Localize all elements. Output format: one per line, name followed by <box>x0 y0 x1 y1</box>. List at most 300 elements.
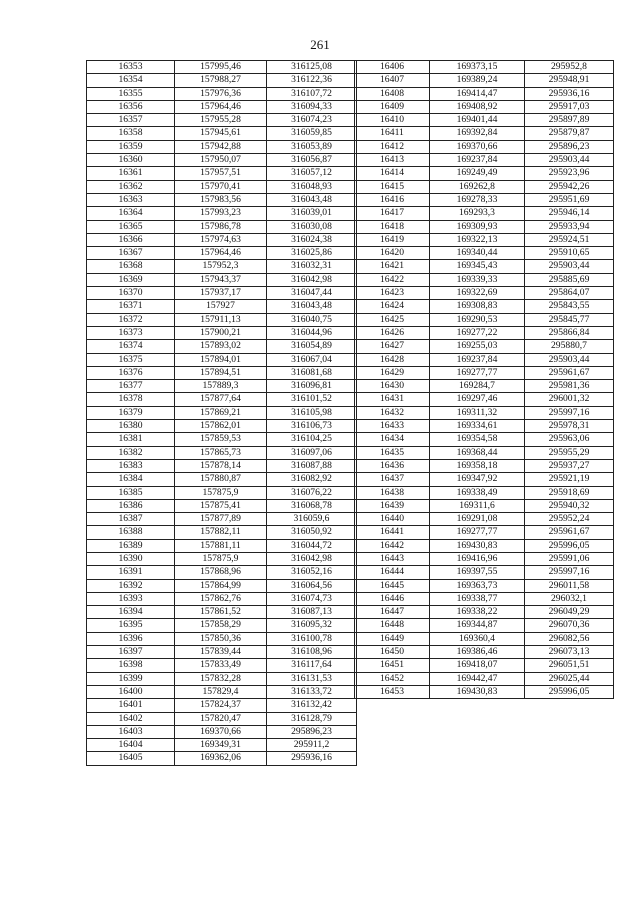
y-coordinate-cell: 316054,89 <box>267 340 357 353</box>
table-row <box>87 712 357 725</box>
point-number-cell: 16431 <box>355 393 430 406</box>
point-number-cell: 16395 <box>87 619 175 632</box>
y-coordinate-cell: 295948,91 <box>525 74 614 87</box>
x-coordinate-cell: 157911,13 <box>175 313 267 326</box>
x-coordinate-cell: 169339,33 <box>430 273 525 286</box>
x-coordinate-cell: 157875,9 <box>175 552 267 565</box>
table-row <box>87 486 357 499</box>
table-row <box>355 260 614 273</box>
x-coordinate-cell: 157976,36 <box>175 87 267 100</box>
y-coordinate-cell: 295936,16 <box>267 752 357 765</box>
table-row <box>355 619 614 632</box>
x-coordinate-cell: 157877,64 <box>175 393 267 406</box>
x-coordinate-cell: 157986,78 <box>175 220 267 233</box>
point-number-cell: 16380 <box>87 420 175 433</box>
table-row <box>87 233 357 246</box>
x-coordinate-cell: 157869,21 <box>175 406 267 419</box>
point-number-cell: 16397 <box>87 646 175 659</box>
x-coordinate-cell: 169362,06 <box>175 752 267 765</box>
table-row <box>87 287 357 300</box>
point-number-cell: 16447 <box>355 606 430 619</box>
point-number-cell: 16396 <box>87 632 175 645</box>
point-number-cell: 16435 <box>355 446 430 459</box>
x-coordinate-cell: 157881,11 <box>175 539 267 552</box>
table-row <box>355 167 614 180</box>
x-coordinate-cell: 169322,69 <box>430 287 525 300</box>
y-coordinate-cell: 316042,98 <box>267 552 357 565</box>
y-coordinate-cell: 295940,32 <box>525 499 614 512</box>
x-coordinate-cell: 157942,88 <box>175 140 267 153</box>
table-row <box>87 459 357 472</box>
table-row <box>355 606 614 619</box>
y-coordinate-cell: 316047,44 <box>267 287 357 300</box>
x-coordinate-cell: 169408,92 <box>430 100 525 113</box>
table-row <box>355 74 614 87</box>
y-coordinate-cell: 296011,58 <box>525 579 614 592</box>
point-number-cell: 16416 <box>355 193 430 206</box>
table-row <box>87 513 357 526</box>
x-coordinate-cell: 157900,21 <box>175 326 267 339</box>
y-coordinate-cell: 316050,92 <box>267 526 357 539</box>
y-coordinate-cell: 316040,75 <box>267 313 357 326</box>
point-number-cell: 16374 <box>87 340 175 353</box>
point-number-cell: 16436 <box>355 459 430 472</box>
point-number-cell: 16390 <box>87 552 175 565</box>
point-number-cell: 16400 <box>87 685 175 698</box>
point-number-cell: 16429 <box>355 366 430 379</box>
point-number-cell: 16384 <box>87 473 175 486</box>
table-row <box>87 752 357 765</box>
y-coordinate-cell: 295879,87 <box>525 127 614 140</box>
x-coordinate-cell: 157943,37 <box>175 273 267 286</box>
y-coordinate-cell: 316128,79 <box>267 712 357 725</box>
table-row <box>87 87 357 100</box>
point-number-cell: 16382 <box>87 446 175 459</box>
table-row <box>87 180 357 193</box>
point-number-cell: 16388 <box>87 526 175 539</box>
y-coordinate-cell: 295917,03 <box>525 100 614 113</box>
y-coordinate-cell: 316125,08 <box>267 61 357 74</box>
x-coordinate-cell: 169338,77 <box>430 592 525 605</box>
y-coordinate-cell: 316104,25 <box>267 433 357 446</box>
point-number-cell: 16408 <box>355 87 430 100</box>
y-coordinate-cell: 316082,92 <box>267 473 357 486</box>
point-number-cell: 16407 <box>355 74 430 87</box>
y-coordinate-cell: 316030,08 <box>267 220 357 233</box>
x-coordinate-cell: 157889,3 <box>175 380 267 393</box>
y-coordinate-cell: 316076,22 <box>267 486 357 499</box>
point-number-cell: 16412 <box>355 140 430 153</box>
y-coordinate-cell: 316043,48 <box>267 193 357 206</box>
x-coordinate-cell: 169344,87 <box>430 619 525 632</box>
table-row <box>87 619 357 632</box>
x-coordinate-cell: 169345,43 <box>430 260 525 273</box>
x-coordinate-cell: 157875,41 <box>175 499 267 512</box>
x-coordinate-cell: 169354,58 <box>430 433 525 446</box>
table-row <box>355 459 614 472</box>
point-number-cell: 16385 <box>87 486 175 499</box>
y-coordinate-cell: 295937,27 <box>525 459 614 472</box>
y-coordinate-cell: 296051,51 <box>525 659 614 672</box>
x-coordinate-cell: 157880,87 <box>175 473 267 486</box>
table-row <box>87 154 357 167</box>
table-row <box>87 433 357 446</box>
y-coordinate-cell: 296001,32 <box>525 393 614 406</box>
page-number: 261 <box>310 37 330 52</box>
y-coordinate-cell: 316043,48 <box>267 300 357 313</box>
table-row <box>355 685 614 698</box>
point-number-cell: 16401 <box>87 699 175 712</box>
table-row <box>87 61 357 74</box>
table-row <box>87 579 357 592</box>
table-row <box>87 114 357 127</box>
y-coordinate-cell: 296032,1 <box>525 592 614 605</box>
table-row <box>355 207 614 220</box>
y-coordinate-cell: 296049,29 <box>525 606 614 619</box>
y-coordinate-cell: 295885,69 <box>525 273 614 286</box>
x-coordinate-cell: 169401,44 <box>430 114 525 127</box>
x-coordinate-cell: 157894,01 <box>175 353 267 366</box>
x-coordinate-cell: 169358,18 <box>430 459 525 472</box>
point-number-cell: 16403 <box>87 725 175 738</box>
x-coordinate-cell: 169430,83 <box>430 685 525 698</box>
x-coordinate-cell: 157970,41 <box>175 180 267 193</box>
point-number-cell: 16440 <box>355 513 430 526</box>
y-coordinate-cell: 316042,98 <box>267 273 357 286</box>
table-row <box>87 366 357 379</box>
point-number-cell: 16378 <box>87 393 175 406</box>
point-number-cell: 16402 <box>87 712 175 725</box>
x-coordinate-cell: 169392,84 <box>430 127 525 140</box>
point-number-cell: 16417 <box>355 207 430 220</box>
point-number-cell: 16425 <box>355 313 430 326</box>
x-coordinate-cell: 169418,07 <box>430 659 525 672</box>
point-number-cell: 16453 <box>355 685 430 698</box>
table-row <box>355 353 614 366</box>
table-row <box>355 393 614 406</box>
y-coordinate-cell: 316068,78 <box>267 499 357 512</box>
x-coordinate-cell: 157893,02 <box>175 340 267 353</box>
y-coordinate-cell: 316101,52 <box>267 393 357 406</box>
table-row <box>355 592 614 605</box>
y-coordinate-cell: 295843,55 <box>525 300 614 313</box>
x-coordinate-cell: 169290,53 <box>430 313 525 326</box>
y-coordinate-cell: 316044,96 <box>267 326 357 339</box>
x-coordinate-cell: 169338,49 <box>430 486 525 499</box>
table-row <box>355 552 614 565</box>
table-row <box>355 672 614 685</box>
point-number-cell: 16409 <box>355 100 430 113</box>
y-coordinate-cell: 316053,89 <box>267 140 357 153</box>
point-number-cell: 16422 <box>355 273 430 286</box>
x-coordinate-cell: 157945,61 <box>175 127 267 140</box>
table-row <box>87 260 357 273</box>
x-coordinate-cell: 169340,44 <box>430 247 525 260</box>
y-coordinate-cell: 296025,44 <box>525 672 614 685</box>
x-coordinate-cell: 169237,84 <box>430 353 525 366</box>
point-number-cell: 16359 <box>87 140 175 153</box>
y-coordinate-cell: 295911,2 <box>267 739 357 752</box>
y-coordinate-cell: 316039,01 <box>267 207 357 220</box>
point-number-cell: 16449 <box>355 632 430 645</box>
x-coordinate-cell: 157868,96 <box>175 566 267 579</box>
x-coordinate-cell: 157865,73 <box>175 446 267 459</box>
table-row <box>355 486 614 499</box>
x-coordinate-cell: 157875,9 <box>175 486 267 499</box>
point-number-cell: 16354 <box>87 74 175 87</box>
point-number-cell: 16423 <box>355 287 430 300</box>
point-number-cell: 16439 <box>355 499 430 512</box>
y-coordinate-cell: 295897,89 <box>525 114 614 127</box>
y-coordinate-cell: 316081,68 <box>267 366 357 379</box>
point-number-cell: 16369 <box>87 273 175 286</box>
table-row <box>355 114 614 127</box>
y-coordinate-cell: 316032,31 <box>267 260 357 273</box>
y-coordinate-cell: 295864,07 <box>525 287 614 300</box>
x-coordinate-cell: 169277,77 <box>430 526 525 539</box>
table-row <box>87 193 357 206</box>
y-coordinate-cell: 316096,81 <box>267 380 357 393</box>
y-coordinate-cell: 316133,72 <box>267 685 357 698</box>
table-row <box>87 539 357 552</box>
point-number-cell: 16361 <box>87 167 175 180</box>
x-coordinate-cell: 157894,51 <box>175 366 267 379</box>
y-coordinate-cell: 316056,87 <box>267 154 357 167</box>
y-coordinate-cell: 295921,19 <box>525 473 614 486</box>
table-row <box>87 220 357 233</box>
table-row <box>355 313 614 326</box>
table-row <box>87 340 357 353</box>
table-row <box>87 725 357 738</box>
x-coordinate-cell: 169338,22 <box>430 606 525 619</box>
y-coordinate-cell: 316100,78 <box>267 632 357 645</box>
y-coordinate-cell: 316057,12 <box>267 167 357 180</box>
y-coordinate-cell: 316052,16 <box>267 566 357 579</box>
y-coordinate-cell: 316095,32 <box>267 619 357 632</box>
table-row <box>87 167 357 180</box>
point-number-cell: 16405 <box>87 752 175 765</box>
x-coordinate-cell: 157995,46 <box>175 61 267 74</box>
y-coordinate-cell: 295924,51 <box>525 233 614 246</box>
x-coordinate-cell: 157882,11 <box>175 526 267 539</box>
y-coordinate-cell: 316074,73 <box>267 592 357 605</box>
y-coordinate-cell: 295981,36 <box>525 380 614 393</box>
table-row <box>87 326 357 339</box>
x-coordinate-cell: 157858,29 <box>175 619 267 632</box>
y-coordinate-cell: 295991,06 <box>525 552 614 565</box>
table-row <box>355 140 614 153</box>
x-coordinate-cell: 169373,15 <box>430 61 525 74</box>
x-coordinate-cell: 169255,03 <box>430 340 525 353</box>
x-coordinate-cell: 169442,47 <box>430 672 525 685</box>
table-row <box>355 326 614 339</box>
x-coordinate-cell: 169368,44 <box>430 446 525 459</box>
point-number-cell: 16356 <box>87 100 175 113</box>
point-number-cell: 16430 <box>355 380 430 393</box>
x-coordinate-cell: 157955,28 <box>175 114 267 127</box>
point-number-cell: 16444 <box>355 566 430 579</box>
table-row <box>355 526 614 539</box>
table-row <box>355 61 614 74</box>
x-coordinate-cell: 169311,6 <box>430 499 525 512</box>
y-coordinate-cell: 316106,73 <box>267 420 357 433</box>
x-coordinate-cell: 157878,14 <box>175 459 267 472</box>
y-coordinate-cell: 295978,31 <box>525 420 614 433</box>
point-number-cell: 16372 <box>87 313 175 326</box>
y-coordinate-cell: 316132,42 <box>267 699 357 712</box>
table-row <box>355 632 614 645</box>
point-number-cell: 16392 <box>87 579 175 592</box>
y-coordinate-cell: 295936,16 <box>525 87 614 100</box>
point-number-cell: 16418 <box>355 220 430 233</box>
x-coordinate-cell: 169430,83 <box>430 539 525 552</box>
point-number-cell: 16368 <box>87 260 175 273</box>
table-row <box>355 539 614 552</box>
y-coordinate-cell: 295997,16 <box>525 566 614 579</box>
table-row <box>87 353 357 366</box>
y-coordinate-cell: 316108,96 <box>267 646 357 659</box>
table-row <box>355 340 614 353</box>
x-coordinate-cell: 169397,55 <box>430 566 525 579</box>
table-row <box>87 473 357 486</box>
table-row <box>87 207 357 220</box>
point-number-cell: 16353 <box>87 61 175 74</box>
table-row <box>355 446 614 459</box>
x-coordinate-cell: 157864,99 <box>175 579 267 592</box>
x-coordinate-cell: 157988,27 <box>175 74 267 87</box>
y-coordinate-cell: 295845,77 <box>525 313 614 326</box>
point-number-cell: 16387 <box>87 513 175 526</box>
x-coordinate-cell: 169363,73 <box>430 579 525 592</box>
y-coordinate-cell: 295996,05 <box>525 685 614 698</box>
point-number-cell: 16381 <box>87 433 175 446</box>
table-row <box>355 193 614 206</box>
table-row <box>87 100 357 113</box>
x-coordinate-cell: 157862,01 <box>175 420 267 433</box>
point-number-cell: 16434 <box>355 433 430 446</box>
x-coordinate-cell: 169389,24 <box>430 74 525 87</box>
x-coordinate-cell: 169284,7 <box>430 380 525 393</box>
point-number-cell: 16393 <box>87 592 175 605</box>
x-coordinate-cell: 157833,49 <box>175 659 267 672</box>
point-number-cell: 16446 <box>355 592 430 605</box>
x-coordinate-cell: 157937,17 <box>175 287 267 300</box>
x-coordinate-cell: 169416,96 <box>430 552 525 565</box>
y-coordinate-cell: 295997,16 <box>525 406 614 419</box>
y-coordinate-cell: 296070,36 <box>525 619 614 632</box>
point-number-cell: 16420 <box>355 247 430 260</box>
table-row <box>87 380 357 393</box>
point-number-cell: 16415 <box>355 180 430 193</box>
x-coordinate-cell: 169347,92 <box>430 473 525 486</box>
y-coordinate-cell: 295946,14 <box>525 207 614 220</box>
table-row <box>355 433 614 446</box>
y-coordinate-cell: 295918,69 <box>525 486 614 499</box>
point-number-cell: 16355 <box>87 87 175 100</box>
y-coordinate-cell: 296073,13 <box>525 646 614 659</box>
y-coordinate-cell: 295903,44 <box>525 154 614 167</box>
table-row <box>87 273 357 286</box>
point-number-cell: 16391 <box>87 566 175 579</box>
point-number-cell: 16441 <box>355 526 430 539</box>
point-number-cell: 16411 <box>355 127 430 140</box>
y-coordinate-cell: 295963,06 <box>525 433 614 446</box>
coordinates-table-right <box>354 60 614 699</box>
point-number-cell: 16383 <box>87 459 175 472</box>
table-row <box>87 499 357 512</box>
point-number-cell: 16371 <box>87 300 175 313</box>
point-number-cell: 16450 <box>355 646 430 659</box>
table-row <box>355 233 614 246</box>
table-row <box>87 739 357 752</box>
x-coordinate-cell: 169308,83 <box>430 300 525 313</box>
x-coordinate-cell: 157861,52 <box>175 606 267 619</box>
y-coordinate-cell: 295923,96 <box>525 167 614 180</box>
y-coordinate-cell: 295903,44 <box>525 260 614 273</box>
coordinates-table-right-body <box>355 61 614 699</box>
table-row <box>87 74 357 87</box>
point-number-cell: 16365 <box>87 220 175 233</box>
table-row <box>355 220 614 233</box>
y-coordinate-cell: 316044,72 <box>267 539 357 552</box>
y-coordinate-cell: 316087,13 <box>267 606 357 619</box>
point-number-cell: 16375 <box>87 353 175 366</box>
table-row <box>87 247 357 260</box>
x-coordinate-cell: 169277,77 <box>430 366 525 379</box>
x-coordinate-cell: 169277,22 <box>430 326 525 339</box>
y-coordinate-cell: 316122,36 <box>267 74 357 87</box>
table-row <box>87 300 357 313</box>
table-row <box>355 579 614 592</box>
point-number-cell: 16389 <box>87 539 175 552</box>
y-coordinate-cell: 295903,44 <box>525 353 614 366</box>
point-number-cell: 16424 <box>355 300 430 313</box>
x-coordinate-cell: 169291,08 <box>430 513 525 526</box>
point-number-cell: 16428 <box>355 353 430 366</box>
table-row <box>355 154 614 167</box>
y-coordinate-cell: 295961,67 <box>525 526 614 539</box>
x-coordinate-cell: 169297,46 <box>430 393 525 406</box>
point-number-cell: 16426 <box>355 326 430 339</box>
table-row <box>87 552 357 565</box>
y-coordinate-cell: 295952,24 <box>525 513 614 526</box>
table-row <box>87 672 357 685</box>
point-number-cell: 16386 <box>87 499 175 512</box>
table-row <box>87 659 357 672</box>
table-row <box>87 685 357 698</box>
x-coordinate-cell: 169237,84 <box>430 154 525 167</box>
x-coordinate-cell: 157832,28 <box>175 672 267 685</box>
x-coordinate-cell: 169278,33 <box>430 193 525 206</box>
y-coordinate-cell: 316117,64 <box>267 659 357 672</box>
x-coordinate-cell: 169311,32 <box>430 406 525 419</box>
x-coordinate-cell: 157957,51 <box>175 167 267 180</box>
table-row <box>87 632 357 645</box>
x-coordinate-cell: 157983,56 <box>175 193 267 206</box>
table-row <box>355 300 614 313</box>
y-coordinate-cell: 316131,53 <box>267 672 357 685</box>
y-coordinate-cell: 295996,05 <box>525 539 614 552</box>
point-number-cell: 16437 <box>355 473 430 486</box>
point-number-cell: 16438 <box>355 486 430 499</box>
point-number-cell: 16452 <box>355 672 430 685</box>
point-number-cell: 16358 <box>87 127 175 140</box>
x-coordinate-cell: 157877,89 <box>175 513 267 526</box>
y-coordinate-cell: 316025,86 <box>267 247 357 260</box>
x-coordinate-cell: 157820,47 <box>175 712 267 725</box>
table-row <box>87 313 357 326</box>
x-coordinate-cell: 157974,63 <box>175 233 267 246</box>
